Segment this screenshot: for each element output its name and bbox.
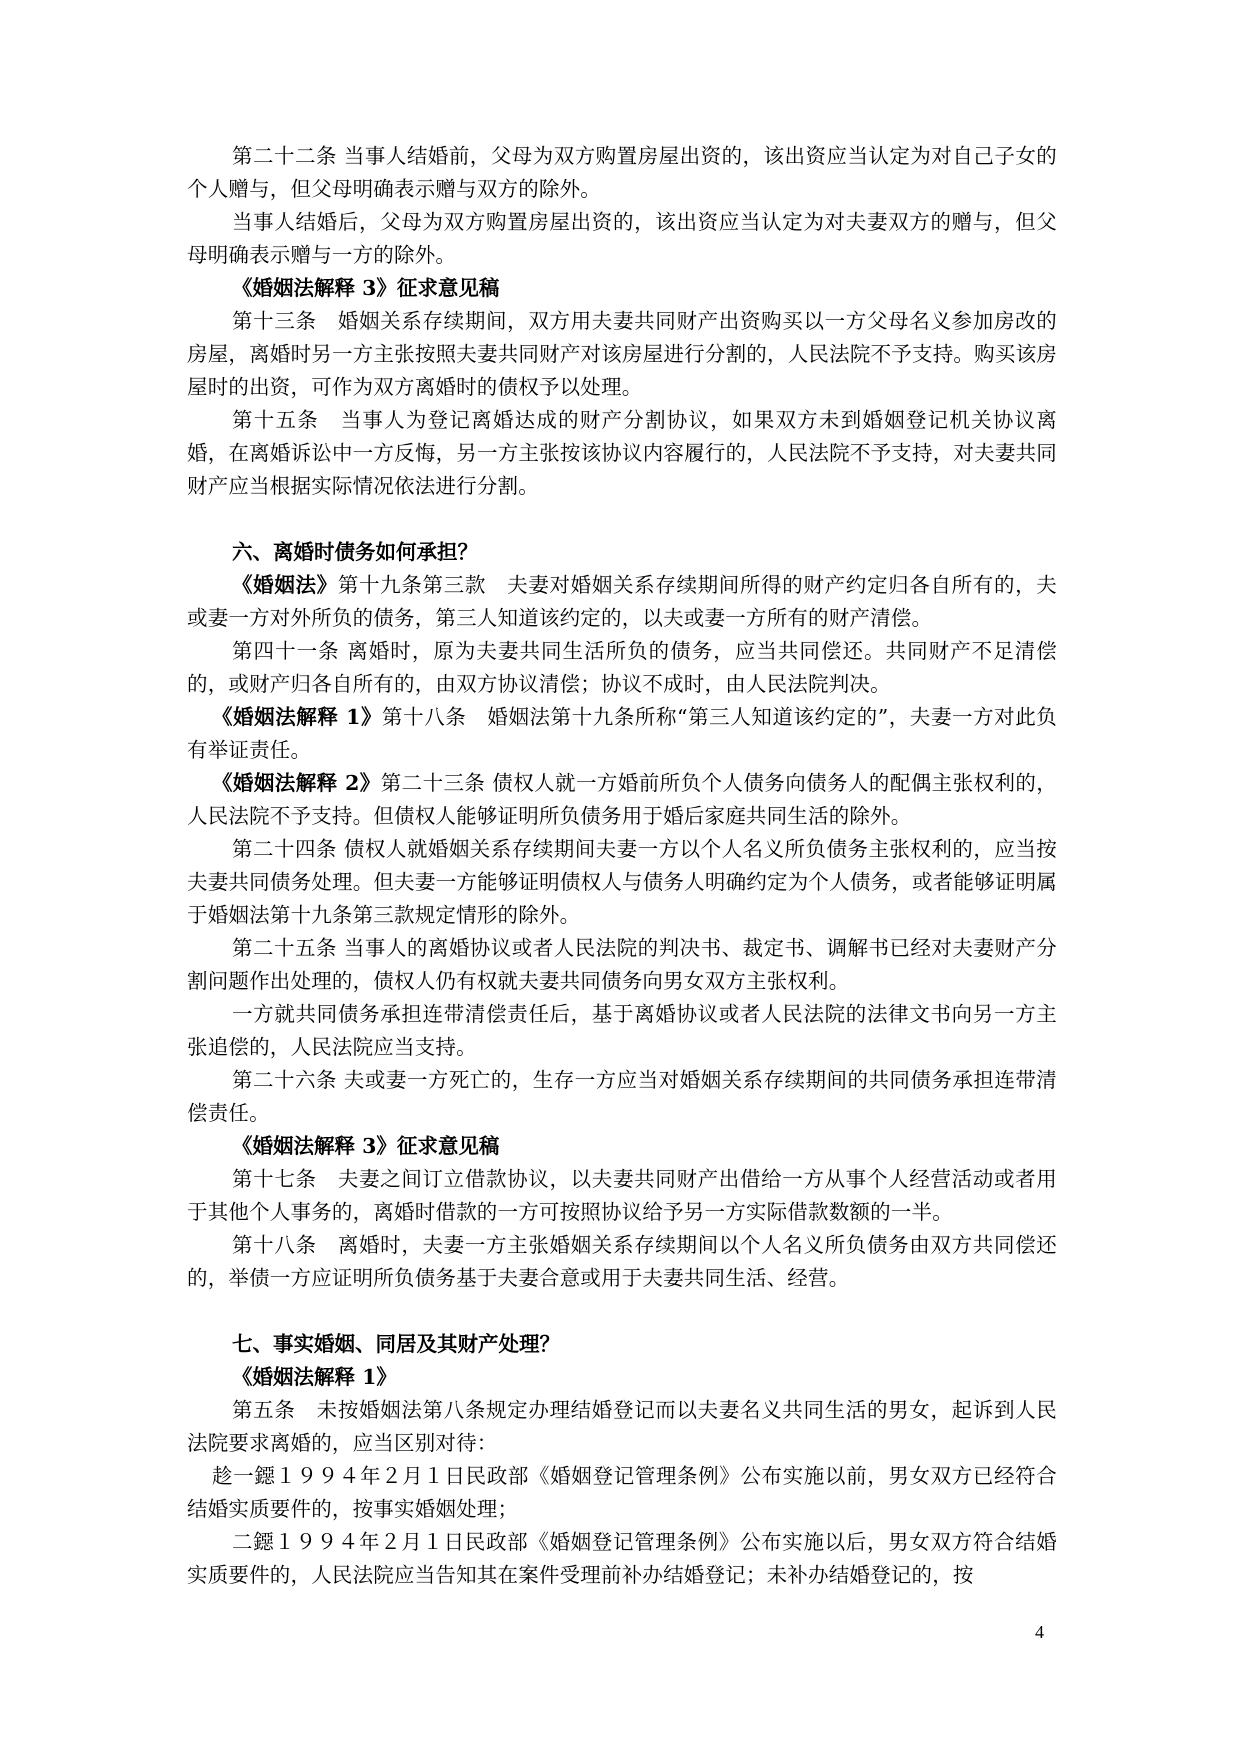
source-citation: 《婚姻法解释 2》 (212, 771, 381, 795)
article-paragraph (187, 1526, 1057, 1592)
paragraph-text: 二鐚１９９４年２月１日民政部《婚姻登记管理条例》公布实施以后，男女双方符合结婚实质要件的，人民法院应当告知其在案件受理前补办结婚登记；未补办结婚登记的，按 (187, 1530, 1057, 1587)
article-paragraph (187, 1394, 1057, 1460)
article-paragraph (187, 701, 1057, 767)
paragraph-text: 第二十二条 当事人结婚前，父母为双方购置房屋出资的，该出资应当认定为对自己子女的个人赠与，但父母明确表示赠与双方的除外。 (187, 144, 1057, 201)
paragraph-text: 第二十六条 夫或妻一方死亡的，生存一方应当对婚姻关系存续期间的共同债务承担连带清偿责任。 (187, 1068, 1057, 1125)
article-paragraph (187, 767, 1057, 833)
paragraph-text: 第五条 未按婚姻法第八条规定办理结婚登记而以夫妻名义共同生活的男女，起诉到人民法院要求离婚的，应当区别对待： (187, 1398, 1057, 1455)
paragraph-text: 第二十四条 债权人就婚姻关系存续期间夫妻一方以个人名义所负债务主张权利的，应当按夫妻共同债务处理。但夫妻一方能够证明债权人与债务人明确约定为个人债务，或者能够证明属于婚姻法第十九条第三款规定情形的除外。 (187, 837, 1057, 927)
paragraph-text: 第十八条 婚姻法第十九条所称“第三人知道该约定的”，夫妻一方对此负有举证责任。 (187, 705, 1057, 762)
article-paragraph (187, 998, 1057, 1064)
article-paragraph (187, 305, 1057, 404)
source-citation: 《婚姻法解释 1》 (212, 705, 383, 729)
section-heading (187, 1328, 1057, 1361)
paragraph-text: 第十五条 当事人为登记离婚达成的财产分割协议，如果双方未到婚姻登记机关协议离婚，在离婚诉讼中一方反悔，另一方主张按该协议内容履行的，人民法院不予支持，对夫妻共同财产应当根据实际情况依法进行分割。 (187, 408, 1057, 498)
article-paragraph (187, 569, 1057, 635)
article-paragraph (187, 932, 1057, 998)
section-heading (187, 272, 1057, 305)
article-paragraph (187, 833, 1057, 932)
heading-text: 《婚姻法解释 3》征求意见稿 (232, 276, 500, 300)
article-paragraph (187, 140, 1057, 206)
article-paragraph (187, 1064, 1057, 1130)
source-citation: 《婚姻法》 (232, 573, 338, 597)
section-gap (187, 1295, 1057, 1328)
article-paragraph (187, 206, 1057, 272)
heading-text: 六、离婚时债务如何承担？ (232, 540, 478, 564)
paragraph-text: 第四十一条 离婚时，原为夫妻共同生活所负的债务，应当共同偿还。共同财产不足清偿的，或财产归各自所有的，由双方协议清偿；协议不成时，由人民法院判决。 (187, 639, 1057, 696)
heading-text: 《婚姻法解释 3》征求意见稿 (232, 1134, 500, 1158)
paragraph-text: 趁一鐚１９９４年２月１日民政部《婚姻登记管理条例》公布实施以前，男女双方已经符合结婚实质要件的，按事实婚姻处理； (187, 1464, 1057, 1521)
paragraph-text: 第十三条 婚姻关系存续期间，双方用夫妻共同财产出资购买以一方父母名义参加房改的房屋，离婚时另一方主张按照夫妻共同财产对该房屋进行分割的，人民法院不予支持。购买该房屋时的出资，可作为双方离婚时的债权予以处理。 (187, 309, 1057, 399)
paragraph-text: 第十九条第三款 夫妻对婚姻关系存续期间所得的财产约定归各自所有的，夫或妻一方对外所负的债务，第三人知道该约定的，以夫或妻一方所有的财产清偿。 (187, 573, 1057, 630)
page-number: 4 (1035, 1622, 1044, 1642)
paragraph-text: 第十七条 夫妻之间订立借款协议，以夫妻共同财产出借给一方从事个人经营活动或者用于其他个人事务的，离婚时借款的一方可按照协议给予另一方实际借款数额的一半。 (187, 1167, 1057, 1224)
section-heading (187, 1130, 1057, 1163)
heading-text: 七、事实婚姻、同居及其财产处理？ (232, 1332, 560, 1356)
paragraph-text: 第二十五条 当事人的离婚协议或者人民法院的判决书、裁定书、调解书已经对夫妻财产分割问题作出处理的，债权人仍有权就夫妻共同债务向男女双方主张权利。 (187, 936, 1057, 993)
paragraph-text: 一方就共同债务承担连带清偿责任后，基于离婚协议或者人民法院的法律文书向另一方主张追偿的，人民法院应当支持。 (187, 1002, 1057, 1059)
section-gap (187, 503, 1057, 536)
heading-text: 《婚姻法解释 1》 (232, 1365, 397, 1389)
paragraph-text: 第十八条 离婚时，夫妻一方主张婚姻关系存续期间以个人名义所负债务由双方共同偿还的，举债一方应证明所负债务基于夫妻合意或用于夫妻共同生活、经营。 (187, 1233, 1057, 1290)
article-paragraph (187, 1163, 1057, 1229)
section-heading (187, 536, 1057, 569)
paragraph-text: 当事人结婚后，父母为双方购置房屋出资的，该出资应当认定为对夫妻双方的赠与，但父母明确表示赠与一方的除外。 (187, 210, 1057, 267)
section-heading (187, 1361, 1057, 1394)
article-paragraph (187, 1229, 1057, 1295)
article-paragraph (187, 635, 1057, 701)
document-body (187, 140, 1057, 1592)
article-paragraph (187, 404, 1057, 503)
paragraph-text: 第二十三条 债权人就一方婚前所负个人债务向债务人的配偶主张权利的，人民法院不予支持。但债权人能够证明所负债务用于婚后家庭共同生活的除外。 (187, 771, 1057, 828)
article-paragraph (187, 1460, 1057, 1526)
